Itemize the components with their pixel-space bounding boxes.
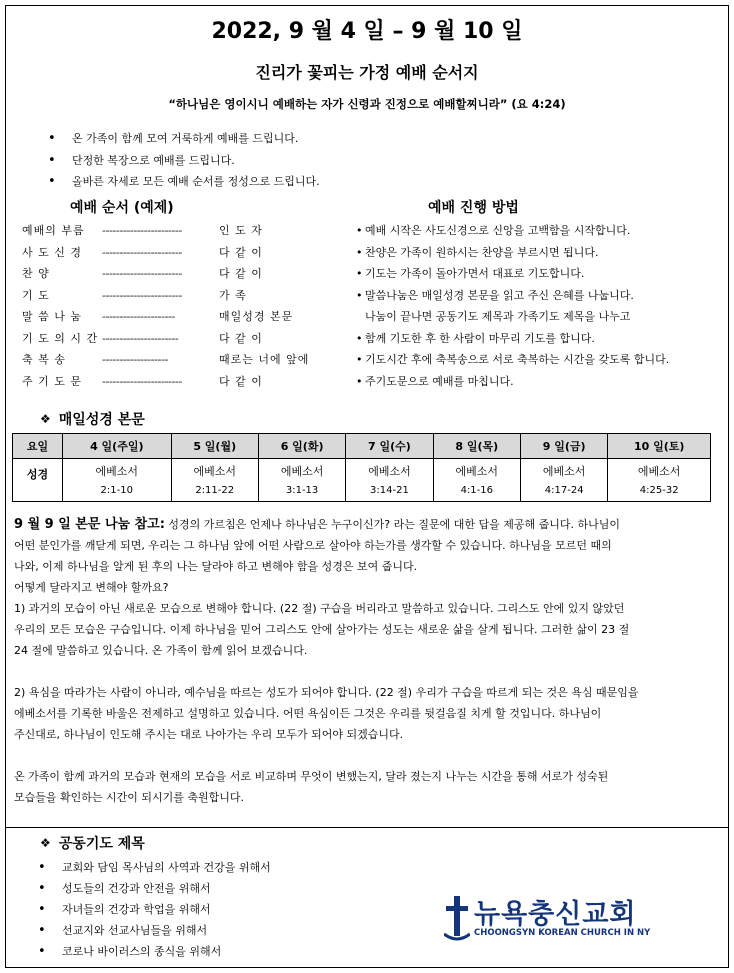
passage-ref: 3:1-13 [285, 485, 319, 496]
list-item: • 기도시간 후에 축복송으로 서로 축복하는 시간을 갖도록 합니다. [356, 349, 669, 371]
order-leader-dashes: ----------------------- [102, 267, 182, 280]
order-leader-dashes: ----------------------- [102, 288, 182, 302]
book-name: 에베소서 [193, 465, 236, 478]
order-row [22, 220, 309, 242]
table-row-label: 성경 [13, 459, 63, 502]
table-header-cell: 5 일(월) [171, 434, 258, 459]
worship-order-list [22, 220, 309, 392]
table-header-cell: 4 일(주일) [63, 434, 172, 459]
table-cell [258, 459, 345, 502]
article-text: 성경의 가르침은 언제나 하나님은 누구이신가? 라는 질문에 대한 답을 제공해 줍니다. 하나님이 [164, 518, 621, 531]
passage-ref: 4:1-16 [460, 485, 494, 496]
article-line: 2) 욕심을 따라가는 사람이 아니라, 예수님을 따르는 성도가 되어야 합니다. (22 절) 우리가 구습을 따르게 되는 것은 욕심 때문임을 [14, 686, 639, 699]
article-line: 주신대로, 하나님이 인도해 주시는 대로 나아가는 우리 모두가 되어야 되겠습니다. [14, 728, 404, 741]
article-line: 나와, 이제 하나님을 알게 된 후의 나는 달라야 하고 변해야 함을 성경은 보여 줍니다. [14, 560, 418, 573]
order-name: 기 도 의 시 간 [22, 331, 99, 345]
table-header-cell: 8 일(목) [433, 434, 520, 459]
prayer-heading-text: 공동기도 제목 [58, 836, 145, 852]
order-name: 주 기 도 문 [22, 374, 82, 388]
table-cell [346, 459, 433, 502]
order-role: 때로는 너에 앞에 [219, 353, 310, 366]
prayer-list [38, 857, 271, 962]
list-item: • 온 가족이 함께 모여 거룩하게 예배를 드립니다. [48, 128, 320, 150]
order-name: 찬 양 [22, 267, 50, 280]
order-leader-dashes: ----------------------- [102, 245, 182, 259]
table-cell [171, 459, 258, 502]
order-name: 말 씀 나 눔 [22, 310, 82, 323]
table-cell [63, 459, 172, 502]
paragraph-gap [14, 745, 714, 766]
order-row [22, 242, 309, 264]
church-name-english: CHOONGSYN KOREAN CHURCH IN NY [474, 928, 651, 938]
daily-bible-heading-text: 매일성경 본문 [58, 412, 145, 428]
table-header-row [13, 434, 711, 459]
list-item: • 기도는 가족이 돌아가면서 대표로 기도합니다. [356, 263, 669, 285]
worship-order-heading: 예배 순서 (예제) [70, 200, 174, 216]
book-name: 에베소서 [280, 465, 324, 478]
order-leader-dashes: ---------------------- [102, 331, 179, 345]
article-line: 24 절에 말씀하고 있습니다. 온 가족이 함께 읽어 보겠습니다. [14, 644, 308, 657]
table-header-cell: 6 일(화) [258, 434, 345, 459]
prayer-heading [40, 833, 145, 853]
table-header-cell: 10 일(토) [608, 434, 711, 459]
guideline-list [48, 128, 320, 193]
order-name: 기 도 [22, 288, 50, 302]
passage-ref: 3:14-21 [370, 485, 409, 496]
article-question: 어떻게 달라지고 변해야 할까요? [14, 581, 169, 594]
passage-ref: 2:11-22 [195, 485, 235, 496]
table-cell [520, 459, 607, 502]
page-title: 2022, 9 월 4 일 – 9 월 10 일 [211, 19, 523, 44]
book-name: 에베소서 [95, 465, 139, 478]
list-item: • 자녀들의 건강과 학업을 위해서 [38, 899, 271, 920]
list-item: • 올바른 자세로 모든 예배 순서를 정성으로 드립니다. [48, 171, 320, 193]
book-name: 에베소서 [455, 465, 499, 478]
church-logo [444, 892, 684, 948]
scripture-verse: “하나님은 영이시니 예배하는 자가 신령과 진정으로 예배할찌니라” (요 4:24) [168, 97, 566, 111]
article-line: 어떤 분인가를 깨닫게 되면, 우리는 그 하나님 앞에 어떤 사람으로 살아야 하는가를 생각할 수 있습니다. 하나님을 모르던 때의 [14, 539, 612, 552]
article-line [14, 514, 714, 535]
order-role: 인 도 자 [219, 224, 263, 237]
order-leader-dashes: ------------------- [102, 353, 168, 366]
order-role: 다 같 이 [219, 267, 263, 280]
worship-method-heading: 예배 진행 방법 [428, 200, 519, 216]
paragraph-gap [14, 661, 714, 682]
list-item-continuation: 나눔이 끝나면 공동기도 제목과 가족기도 제목을 나누고 [365, 310, 631, 323]
daily-bible-heading [40, 409, 145, 429]
article-line: 모습들을 확인하는 시간이 되시기를 축원합니다. [14, 791, 245, 804]
list-item: • 코로나 바이러스의 종식을 위해서 [38, 941, 271, 962]
order-row [22, 328, 309, 350]
passage-ref: 4:17-24 [544, 485, 584, 496]
diamond-bullet-icon: ❖ [40, 836, 51, 850]
order-name: 축 복 송 [22, 353, 66, 366]
order-role: 다 같 이 [219, 331, 263, 345]
order-row [22, 306, 309, 328]
order-row [22, 349, 309, 371]
list-item: • 주기도문으로 예배를 마칩니다. [356, 371, 669, 393]
worship-method-list [356, 220, 669, 392]
order-row [22, 285, 309, 307]
list-item: • 찬양은 가족이 원하시는 찬양을 부르시면 됩니다. [356, 242, 669, 264]
order-role: 다 같 이 [219, 245, 263, 259]
book-name: 에베소서 [542, 465, 586, 478]
article-line: 에베소서를 기록한 바울은 전제하고 설명하고 있습니다. 어떤 욕심이든 그것은 우리를 뒷걸음질 치게 할 것입니다. 하나님이 [14, 707, 602, 720]
list-item: • 선교지와 선교사님들을 위해서 [38, 920, 271, 941]
list-item: • 예배 시작은 사도신경으로 신앙을 고백함을 시작합니다. [356, 220, 669, 242]
order-role: 가 족 [219, 288, 247, 302]
sermon-note [14, 514, 714, 808]
diamond-bullet-icon: ❖ [40, 412, 51, 426]
table-header-cell: 요일 [13, 434, 63, 459]
order-leader-dashes: --------------------- [102, 310, 175, 323]
article-line: 온 가족이 함께 과거의 모습과 현재의 모습을 서로 비교하며 무엇이 변했는지, 달라 졌는지 나누는 시간을 통해 서로가 성숙된 [14, 770, 609, 783]
list-item: • 말씀나눔은 매일성경 본문을 읽고 주신 은혜를 나눕니다. [356, 285, 669, 307]
table-cell [608, 459, 711, 502]
order-role: 매일성경 본문 [219, 310, 294, 323]
daily-bible-table [12, 433, 711, 502]
church-name: 뉴욕충신교회 [474, 899, 637, 930]
book-name: 에베소서 [637, 465, 681, 478]
list-item: • 함께 기도한 후 한 사람이 마무리 기도를 합니다. [356, 328, 669, 350]
order-role: 다 같 이 [219, 374, 263, 388]
order-leader-dashes: ----------------------- [102, 224, 182, 237]
list-item: • 성도들의 건강과 안전을 위해서 [38, 878, 271, 899]
section-divider [5, 827, 729, 828]
sermon-note-lead: 9 월 9 일 본문 나눔 참고: [14, 517, 165, 532]
order-leader-dashes: ----------------------- [102, 374, 182, 388]
book-name: 에베소서 [368, 465, 411, 478]
list-item: • 교회와 담임 목사님의 사역과 건강을 위해서 [38, 857, 271, 878]
order-name: 사 도 신 경 [22, 245, 82, 259]
order-name: 예배의 부름 [22, 224, 85, 237]
list-item: • 단정한 복장으로 예배를 드립니다. [48, 150, 320, 172]
passage-ref: 2:1-10 [100, 485, 133, 496]
table-row [13, 459, 711, 502]
article-line: 우리의 모든 모습은 구습입니다. 이제 하나님을 믿어 그리스도 안에 살아가는 성도는 새로운 삶을 살게 됩니다. 그러한 삶이 23 절 [14, 623, 630, 636]
cross-icon [444, 894, 470, 942]
order-row [22, 371, 309, 393]
table-cell [433, 459, 520, 502]
table-header-cell: 7 일(수) [346, 434, 433, 459]
passage-ref: 4:25-32 [639, 485, 679, 496]
table-header-cell: 9 일(금) [520, 434, 607, 459]
page-subtitle: 진리가 꽃피는 가정 예배 순서지 [255, 63, 479, 82]
article-line: 1) 과거의 모습이 아닌 새로운 모습으로 변해야 합니다. (22 절) 구습을 버리라고 말씀하고 있습니다. 그리스도 안에 있지 않았던 [14, 602, 625, 615]
order-row [22, 263, 309, 285]
